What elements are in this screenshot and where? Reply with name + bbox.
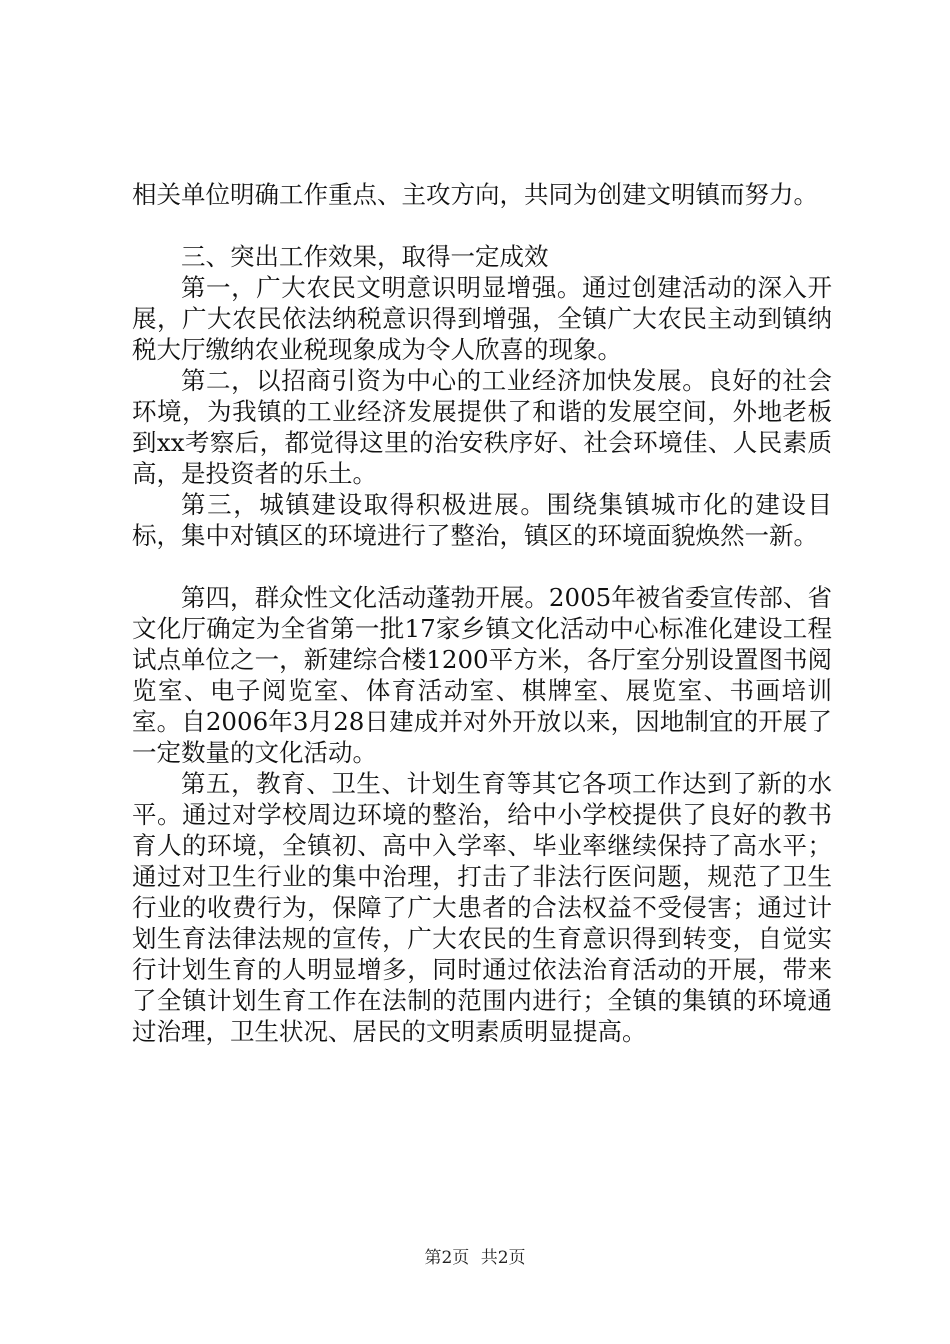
- page-footer: [0, 1243, 950, 1268]
- paragraph-continuation: 相关单位明确工作重点、主攻方向，共同为创建文明镇而努力。: [132, 180, 818, 209]
- paragraph-first: 第一，广大农民文明意识明显增强。通过创建活动的深入开展，广大农民依法纳税意识得到增强，全镇广大农民主动到镇纳税大厅缴纳农业税现象成为令人欣喜的现象。: [132, 273, 832, 364]
- page-number: 第2页: [424, 1248, 470, 1268]
- page-total: 共2页: [480, 1248, 526, 1268]
- paragraph-fifth: 第五，教育、卫生、计划生育等其它各项工作达到了新的水平。通过对学校周边环境的整治，给中小学校提供了良好的教书育人的环境，全镇初、高中入学率、毕业率继续保持了高水平；通过对卫生行业的集中治理，打击了非法行医问题，规范了卫生行业的收费行为，保障了广大患者的合法权益不受侵害；通过计划生育法律法规的宣传，广大农民的生育意识得到转变，自觉实行计划生育的人明显增多，同时通过依法治育活动的开展，带来了全镇计划生育工作在法制的范围内进行；全镇的集镇的环境通过治理，卫生状况、居民的文明素质明显提高。: [132, 769, 832, 1046]
- section-heading: 三、突出工作效果，取得一定成效: [181, 242, 549, 271]
- paragraph-third: 第三，城镇建设取得积极进展。围绕集镇城市化的建设目标，集中对镇区的环境进行了整治，镇区的环境面貌焕然一新。: [132, 490, 832, 550]
- paragraph-second: 第二，以招商引资为中心的工业经济加快发展。良好的社会环境，为我镇的工业经济发展提供了和谐的发展空间，外地老板到xx考察后，都觉得这里的治安秩序好、社会环境佳、人民素质高，是投资者的乐土。: [132, 366, 832, 488]
- paragraph-fourth: 第四，群众性文化活动蓬勃开展。2005年被省委宣传部、省文化厅确定为全省第一批17家乡镇文化活动中心标准化建设工程试点单位之一，新建综合楼1200平方米，各厅室分别设置图书阅览室、电子阅览室、体育活动室、棋牌室、展览室、书画培训室。自2006年3月28日建成并对外开放以来，因地制宜的开展了一定数量的文化活动。: [132, 583, 832, 767]
